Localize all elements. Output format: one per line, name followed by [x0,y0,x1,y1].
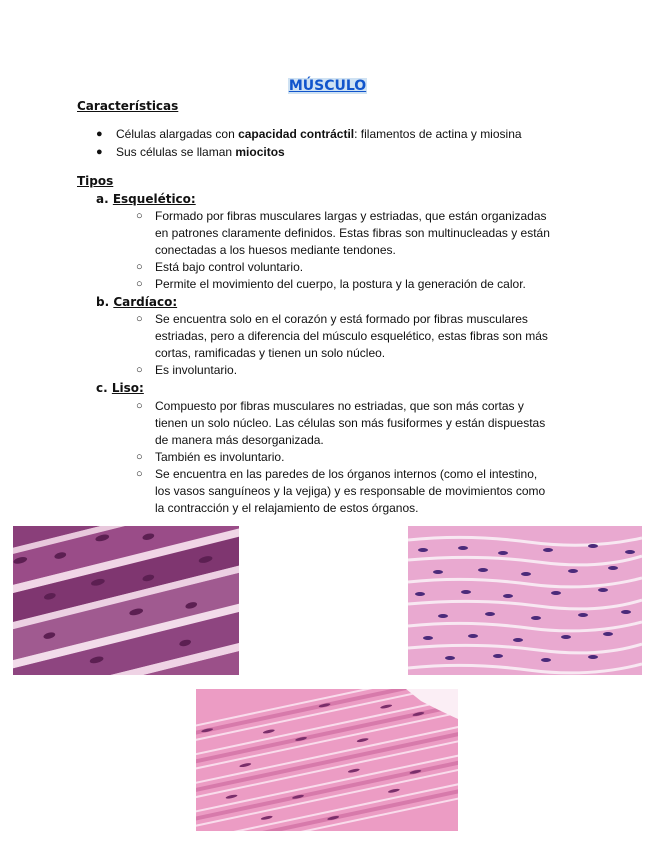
characteristic-item: Sus células se llaman miocitos [116,145,285,159]
bullet-icon: ● [96,128,103,140]
text-line: tienen un solo núcleo. Las células son más fusiformes y están dispuestas [155,416,546,430]
circle-bullet-icon: ○ [136,278,143,290]
text-line: Formado por fibras musculares largas y estriadas, que están organizadas [155,209,547,223]
text-line: Está bajo control voluntario. [155,260,304,274]
circle-bullet-icon: ○ [136,313,143,325]
text-line: Se encuentra en las paredes de los órganos internos (como el intestino, [155,467,538,481]
types-heading: Tipos [77,174,114,188]
text-line: estriadas, pero a diferencia del músculo esquelético, estas fibras son más [155,329,548,343]
text-line: Se encuentra solo en el corazón y está formado por fibras musculares [155,312,528,326]
skeletal-muscle-image [13,526,239,675]
circle-bullet-icon: ○ [136,468,143,480]
text-line: cortas, ramificadas y tienen un solo núcleo. [155,346,386,360]
text-line: conectadas a los huesos mediante tendones. [155,243,396,257]
smooth-muscle-image [196,689,458,831]
text-line: los vasos sanguíneos y la vejiga) y es responsable de movimientos como [155,484,546,498]
circle-bullet-icon: ○ [136,451,143,463]
text-line: en patrones claramente definidos. Estas fibras son multinucleadas y están [155,226,550,240]
text-line: Permite el movimiento del cuerpo, la postura y la generación de calor. [155,277,526,291]
text-line: Es involuntario. [155,363,238,377]
page-title: MÚSCULO [288,78,367,94]
cardiac-muscle-image [408,526,642,675]
type-heading-skeletal: a. Esquelético: [96,192,196,206]
type-heading-cardiac: b. Cardíaco: [96,295,178,309]
circle-bullet-icon: ○ [136,210,143,222]
bullet-icon: ● [96,146,103,158]
text-line: También es involuntario. [155,450,285,464]
circle-bullet-icon: ○ [136,364,143,376]
characteristics-heading: Características [77,99,179,113]
text-line: la contracción y el relajamiento de estos órganos. [155,501,419,515]
circle-bullet-icon: ○ [136,261,143,273]
text-line: Compuesto por fibras musculares no estriadas, que son más cortas y [155,399,524,413]
type-heading-smooth: c. Liso: [96,381,144,395]
circle-bullet-icon: ○ [136,400,143,412]
text-line: de manera más desorganizada. [155,433,324,447]
characteristic-item: Células alargadas con capacidad contráctil: filamentos de actina y miosina [116,127,522,141]
